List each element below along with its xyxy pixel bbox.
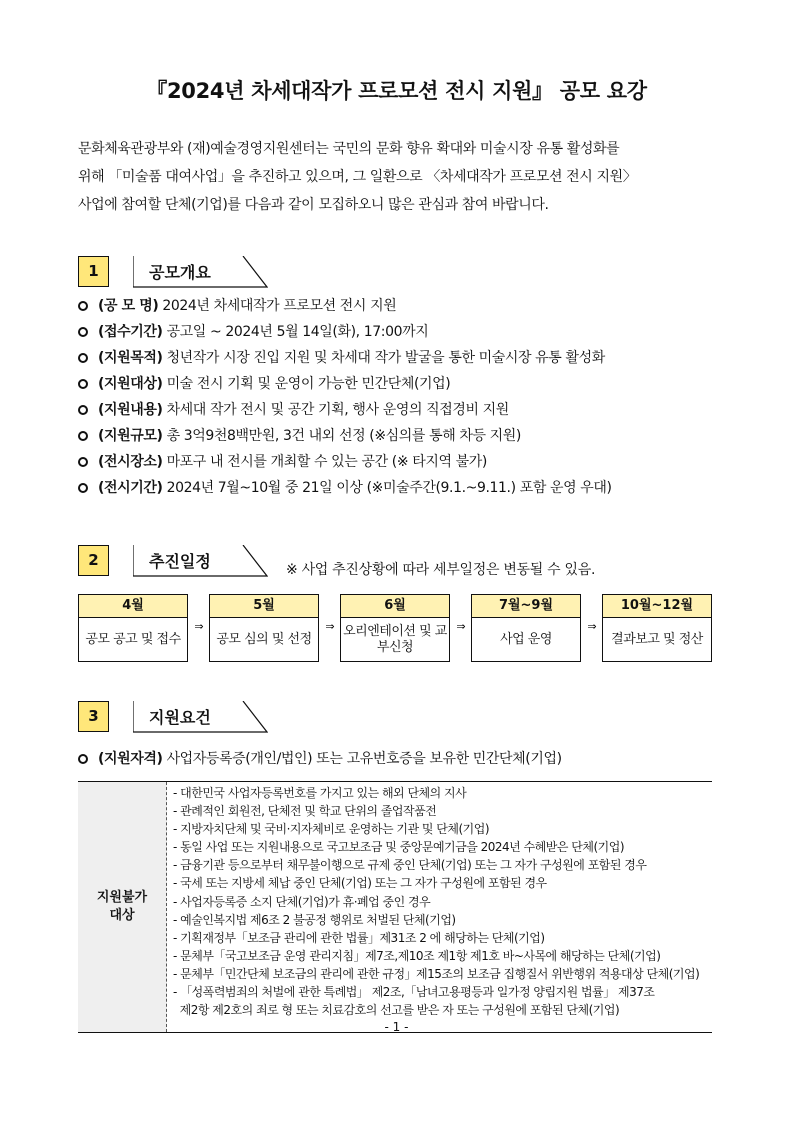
schedule-step: [340, 594, 450, 662]
list-item: [78, 475, 738, 501]
item-key: (지원내용): [98, 402, 163, 418]
section-number: 2: [78, 545, 109, 576]
ineligible-items: [173, 784, 709, 1019]
section-label-text: 공모개요: [149, 263, 211, 282]
ineligible-item: 제2항 제2호의 죄로 형 또는 치료감호의 선고를 받은 자 또는 구성원에 포함된 단체(기업): [173, 1003, 620, 1018]
list-item: [78, 746, 738, 772]
schedule-step: [471, 594, 581, 662]
eligibility-list: [78, 746, 738, 772]
item-key: (지원대상): [98, 376, 163, 392]
list-item: [78, 397, 738, 423]
ineligible-item: - 관례적인 회원전, 단체전 및 학교 단위의 졸업작품전: [173, 804, 437, 819]
item-key: (전시장소): [98, 454, 163, 470]
page-title: 『2024년 차세대작가 프로모션 전시 지원』 공모 요강: [146, 79, 647, 103]
ineligible-item: - 국세 또는 지방세 체납 중인 단체(기업) 또는 그 자가 구성원에 포함된 경우: [173, 876, 547, 891]
arrow-right-icon: ⇒: [194, 620, 204, 633]
intro-line: 사업에 참여할 단체(기업)를 다음과 같이 모집하오니 많은 관심과 참여 바랍니다.: [78, 197, 549, 213]
item-key: (접수기간): [98, 324, 163, 340]
item-key: (지원규모): [98, 428, 163, 444]
ineligible-item: - 기획재정부「보조금 관리에 관한 법률」제31조 2 에 해당하는 단체(기업): [173, 930, 545, 945]
circle-bullet-icon: [78, 327, 88, 337]
circle-bullet-icon: [78, 754, 88, 764]
step-month: 10월~12월: [603, 595, 711, 618]
section-label-text: 지원요건: [149, 708, 211, 727]
item-value: 2024년 7월~10월 중 21일 이상 (※미술주간(9.1.~9.11.) 포함 운영 우대): [166, 480, 612, 496]
step-task: 결과보고 및 정산: [611, 632, 703, 647]
item-key: (공 모 명): [98, 298, 159, 314]
step-month: 7월~9월: [472, 595, 580, 618]
ineligible-item: - 예술인복지법 제6조 2 불공정 행위로 처벌된 단체(기업): [173, 912, 456, 927]
item-value: 사업자등록증(개인/법인) 또는 고유번호증을 보유한 민간단체(기업): [166, 751, 562, 767]
item-value: 청년작가 시장 진입 지원 및 차세대 작가 발굴을 통한 미술시장 유통 활성화: [166, 350, 605, 366]
schedule-note: ※ 사업 추진상황에 따라 세부일정은 변동될 수 있음.: [286, 562, 596, 578]
schedule-flow: [78, 594, 712, 664]
ineligible-item: - 문체부「민간단체 보조금의 관리에 관한 규정」제15조의 보조금 집행질서 위반행위 적용대상 단체(기업): [173, 966, 700, 981]
overview-list: [78, 293, 738, 501]
ineligible-item: - 문체부「국고보조금 운영 관리지침」제7조,제10조 제1항 제1호 바~사목에 해당하는 단체(기업): [173, 948, 661, 963]
step-task: 공모 공고 및 접수: [85, 632, 181, 647]
circle-bullet-icon: [78, 431, 88, 441]
ineligible-item: - 동일 사업 또는 지원내용으로 국고보조금 및 중앙문예기금을 2024년 수혜받은 단체(기업): [173, 840, 625, 855]
ineligible-item: - 사업자등록증 소지 단체(기업)가 휴·폐업 중인 경우: [173, 894, 431, 909]
step-month: 4월: [79, 595, 187, 618]
item-key: (전시기간): [98, 480, 163, 496]
item-key: (지원자격): [98, 751, 163, 767]
section-number: 3: [78, 701, 109, 732]
list-item: [78, 319, 738, 345]
item-value: 미술 전시 기획 및 운영이 가능한 민간단체(기업): [166, 376, 451, 392]
list-item: [78, 371, 738, 397]
circle-bullet-icon: [78, 405, 88, 415]
step-task: 오리엔테이션 및 교부신청: [343, 624, 447, 655]
ineligible-table: [78, 781, 712, 1033]
section-number: 1: [78, 256, 109, 287]
circle-bullet-icon: [78, 457, 88, 467]
ineligible-item: - 금융기관 등으로부터 채무불이행으로 규제 중인 단체(기업) 또는 그 자가 구성원에 포함된 경우: [173, 858, 647, 873]
item-value: 총 3억9천8백만원, 3건 내외 선정 (※심의를 통해 차등 지원): [166, 428, 521, 444]
step-task: 공모 심의 및 선정: [216, 632, 312, 647]
arrow-right-icon: ⇒: [325, 620, 335, 633]
ineligible-label-text: 지원불가 대상: [96, 890, 148, 923]
intro-paragraph: [78, 135, 718, 219]
list-item: [78, 345, 738, 371]
intro-line: 문화체육관광부와 (재)예술경영지원센터는 국민의 문화 향유 확대와 미술시장 유통 활성화를: [78, 141, 620, 157]
list-item: [78, 449, 738, 475]
section-label: [133, 256, 268, 288]
item-key: (지원목적): [98, 350, 163, 366]
schedule-step: [209, 594, 319, 662]
circle-bullet-icon: [78, 353, 88, 363]
page-number: - 1 -: [384, 1020, 409, 1034]
section-label: [133, 701, 268, 733]
item-value: 차세대 작가 전시 및 공간 기획, 행사 운영의 직접경비 지원: [166, 402, 509, 418]
ineligible-item: - 지방자치단체 및 국비·지자체비로 운영하는 기관 및 단체(기업): [173, 822, 490, 837]
circle-bullet-icon: [78, 379, 88, 389]
step-month: 6월: [341, 595, 449, 618]
step-month: 5월: [210, 595, 318, 618]
list-item: [78, 293, 738, 319]
section-label: [133, 545, 268, 577]
schedule-step: [78, 594, 188, 662]
intro-line: 위해 「미술품 대여사업」을 추진하고 있으며, 그 일환으로 〈차세대작가 프로모션 전시 지원〉: [78, 169, 637, 185]
arrow-right-icon: ⇒: [587, 620, 597, 633]
ineligible-label: [78, 782, 167, 1032]
ineligible-item: - 대한민국 사업자등록번호를 가지고 있는 해외 단체의 지사: [173, 786, 467, 800]
section-label-text: 추진일정: [149, 552, 211, 571]
item-value: 공고일 ~ 2024년 5월 14일(화), 17:00까지: [166, 324, 429, 340]
ineligible-item: - 「성폭력범죄의 처벌에 관한 특례법」 제2조,「남녀고용평등과 일가정 양립지원 법률」 제37조: [173, 985, 655, 1000]
item-value: 2024년 차세대작가 프로모션 전시 지원: [162, 298, 397, 314]
schedule-step: [602, 594, 712, 662]
arrow-right-icon: ⇒: [456, 620, 466, 633]
step-task: 사업 운영: [500, 632, 552, 647]
section-header-schedule: [78, 545, 712, 577]
item-value: 마포구 내 전시를 개최할 수 있는 공간 (※ 타지역 불가): [166, 454, 487, 470]
circle-bullet-icon: [78, 483, 88, 493]
circle-bullet-icon: [78, 301, 88, 311]
list-item: [78, 423, 738, 449]
